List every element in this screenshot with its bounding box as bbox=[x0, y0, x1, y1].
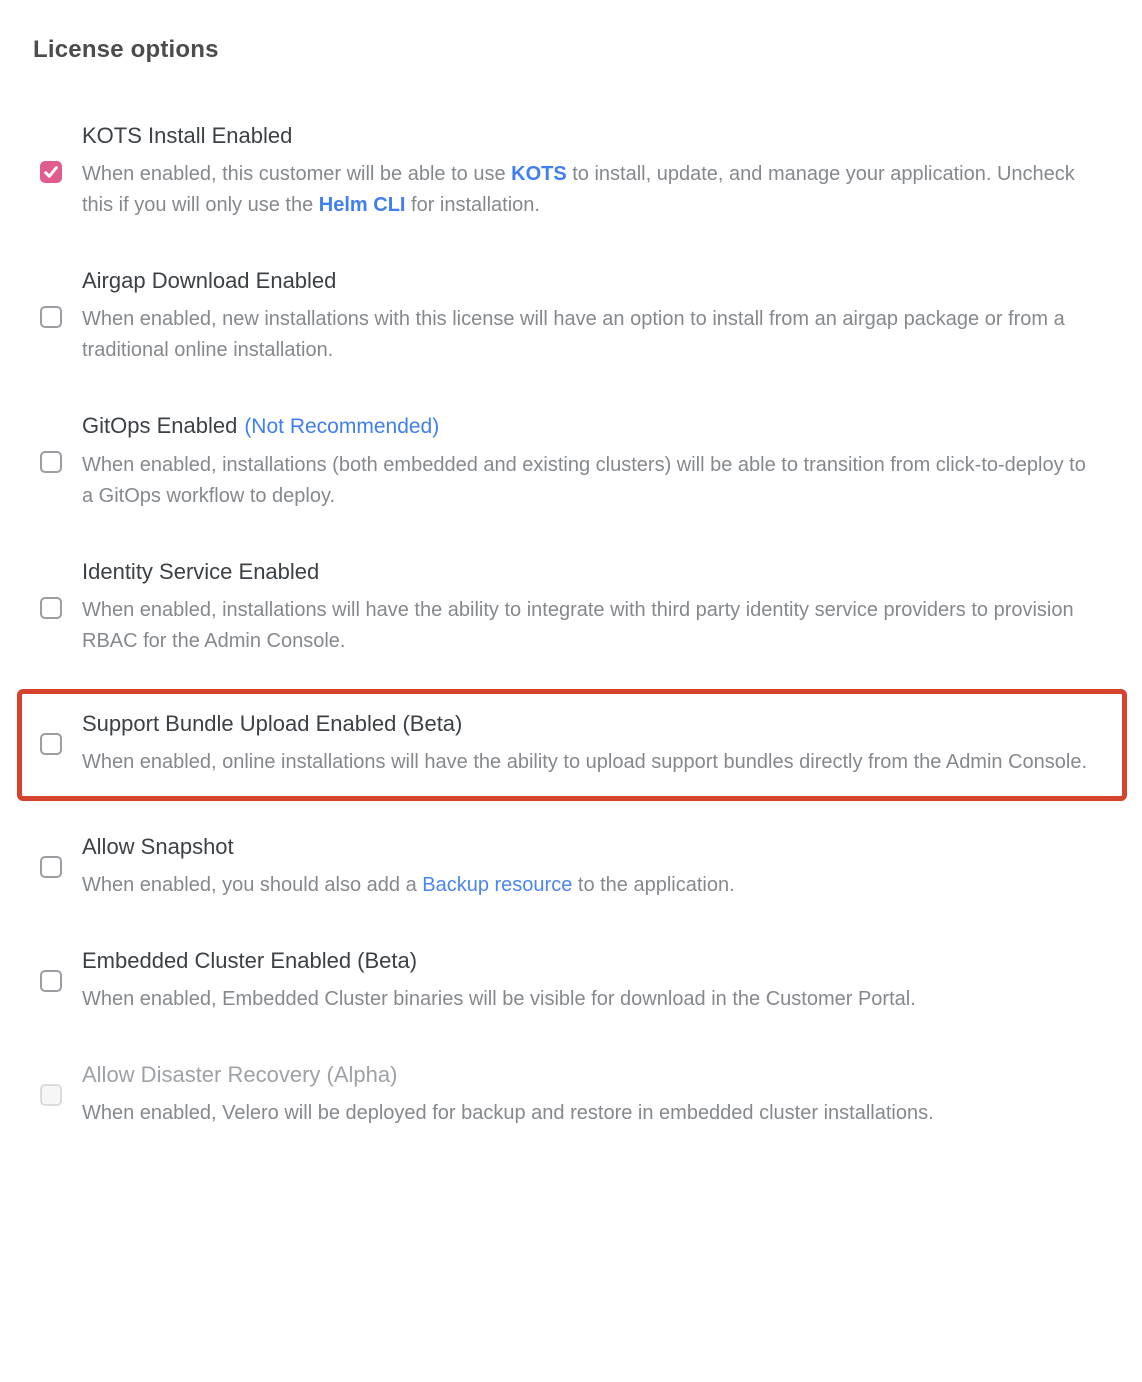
option-text bbox=[82, 558, 1094, 657]
option-label: Support Bundle Upload Enabled (Beta) bbox=[82, 711, 463, 736]
option-label: Allow Snapshot bbox=[82, 834, 234, 859]
option-description: When enabled, online installations will have the ability to upload support bundles directly from the Admin Console. bbox=[82, 751, 1088, 773]
backup-resource-link[interactable]: Backup resource bbox=[422, 874, 573, 896]
license-option-allow-snapshot bbox=[40, 833, 1122, 901]
support-bundle-upload-enabled-checkbox[interactable] bbox=[40, 733, 62, 755]
license-option-airgap-download-enabled bbox=[40, 267, 1122, 366]
license-option-allow-disaster-recovery bbox=[40, 1061, 1122, 1129]
option-label: GitOps Enabled (Not Recommended) bbox=[82, 413, 440, 438]
license-option-gitops-enabled bbox=[40, 412, 1122, 512]
option-description: When enabled, Embedded Cluster binaries will be visible for download in the Customer Portal. bbox=[82, 988, 916, 1010]
gitops-enabled-checkbox[interactable] bbox=[40, 451, 62, 473]
helm-cli-link[interactable]: Helm CLI bbox=[318, 194, 406, 216]
option-description: When enabled, new installations with this license will have an option to install from an airgap package or from a traditional online installation. bbox=[82, 308, 1065, 361]
option-description: When enabled, Velero will be deployed for backup and restore in embedded cluster installations. bbox=[82, 1102, 934, 1124]
license-options-list bbox=[0, 122, 1142, 1129]
option-text bbox=[82, 1061, 934, 1129]
option-label: Identity Service Enabled bbox=[82, 559, 320, 584]
option-description: When enabled, you should also add a Backup resource to the application. bbox=[82, 874, 735, 896]
license-option-support-bundle-upload-enabled bbox=[40, 710, 1106, 778]
option-description: When enabled, installations (both embedded and existing clusters) will be able to transition from click-to-deploy to a GitOps workflow to deploy. bbox=[82, 454, 1086, 507]
license-option-kots-install-enabled bbox=[40, 122, 1122, 221]
option-text bbox=[82, 833, 735, 901]
option-label: Embedded Cluster Enabled (Beta) bbox=[82, 948, 418, 973]
license-option-identity-service-enabled bbox=[40, 558, 1122, 657]
checkmark-icon bbox=[43, 164, 59, 180]
option-description: When enabled, this customer will be able to use KOTS to install, update, and manage your application. Uncheck this if you will only use the Helm CLI for installation. bbox=[82, 163, 1075, 216]
option-label: KOTS Install Enabled bbox=[82, 123, 293, 148]
option-text bbox=[82, 947, 916, 1015]
option-text bbox=[82, 412, 1094, 512]
option-label: Airgap Download Enabled bbox=[82, 268, 337, 293]
allow-disaster-recovery-checkbox bbox=[40, 1084, 62, 1106]
kots-link[interactable]: KOTS bbox=[511, 163, 567, 185]
identity-service-enabled-checkbox[interactable] bbox=[40, 597, 62, 619]
allow-snapshot-checkbox[interactable] bbox=[40, 856, 62, 878]
embedded-cluster-enabled-checkbox[interactable] bbox=[40, 970, 62, 992]
option-text bbox=[82, 122, 1094, 221]
highlight-box bbox=[17, 689, 1127, 801]
option-description: When enabled, installations will have the ability to integrate with third party identity service providers to provision RBAC for the Admin Console. bbox=[82, 599, 1074, 652]
not-recommended-label[interactable]: (Not Recommended) bbox=[244, 415, 440, 438]
page-title: License options bbox=[33, 36, 219, 63]
kots-install-enabled-checkbox[interactable] bbox=[40, 161, 62, 183]
option-text bbox=[82, 710, 1087, 778]
option-text bbox=[82, 267, 1094, 366]
airgap-download-enabled-checkbox[interactable] bbox=[40, 306, 62, 328]
option-label: Allow Disaster Recovery (Alpha) bbox=[82, 1062, 398, 1087]
license-option-embedded-cluster-enabled bbox=[40, 947, 1122, 1015]
